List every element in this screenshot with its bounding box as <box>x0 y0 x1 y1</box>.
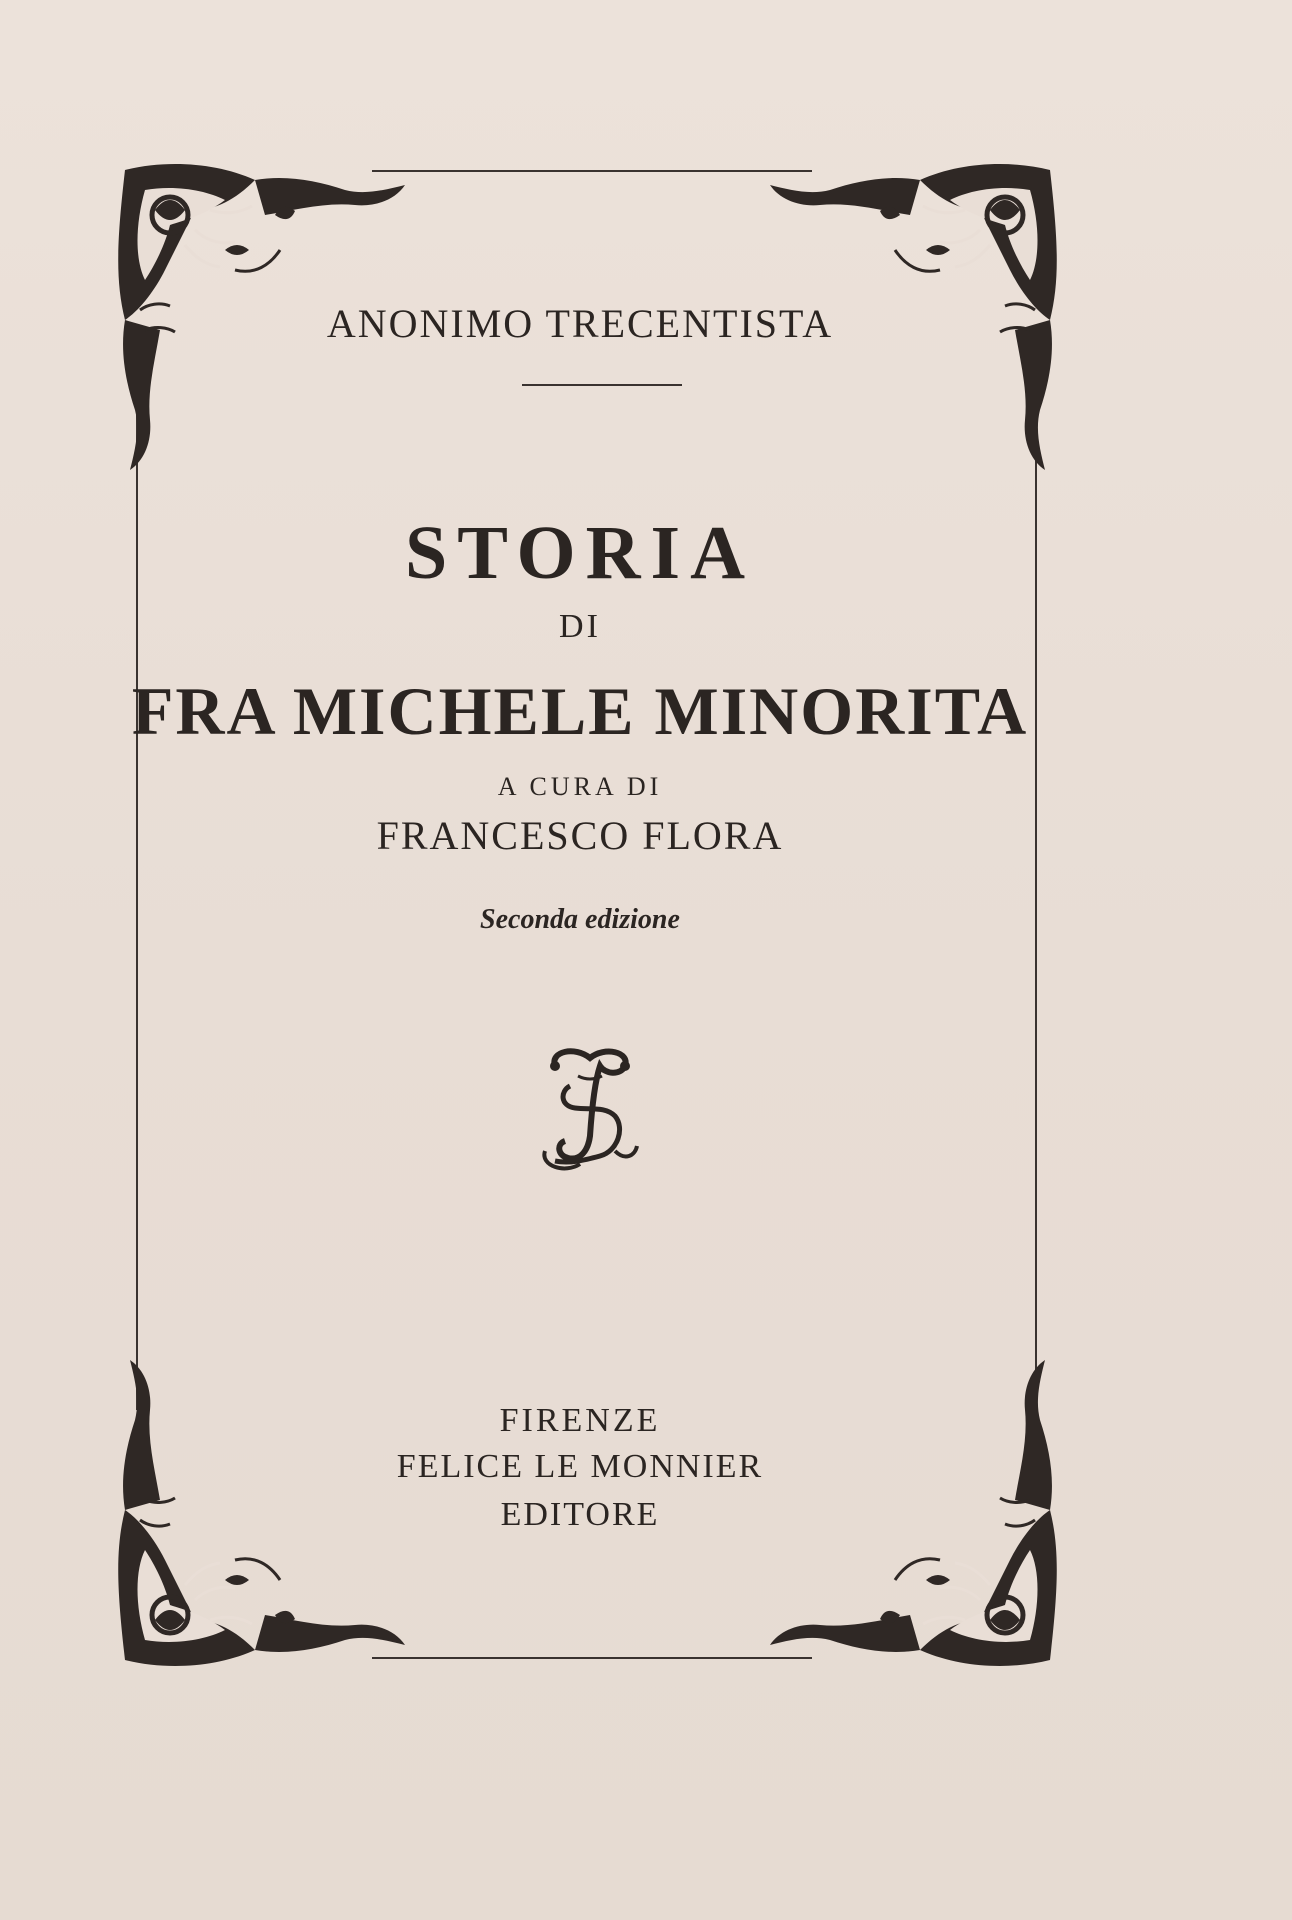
publisher-role: EDITORE <box>500 1496 660 1533</box>
book-title-line-1: STORIA <box>404 511 756 595</box>
author-divider <box>522 384 682 386</box>
editor-credit-label: A CURA DI <box>497 772 663 801</box>
publisher-name: FELICE LE MONNIER <box>396 1448 764 1485</box>
publisher-monogram-icon <box>530 1046 650 1176</box>
author-name: ANONIMO TRECENTISTA <box>326 301 834 346</box>
book-title-line-3: FRA MICHELE MINORITA <box>131 673 1029 749</box>
book-title-line-2: DI <box>559 608 601 645</box>
editor-name: FRANCESCO FLORA <box>376 813 784 858</box>
publisher-city: FIRENZE <box>499 1402 661 1439</box>
edition-label: Seconda edizione <box>480 904 680 935</box>
